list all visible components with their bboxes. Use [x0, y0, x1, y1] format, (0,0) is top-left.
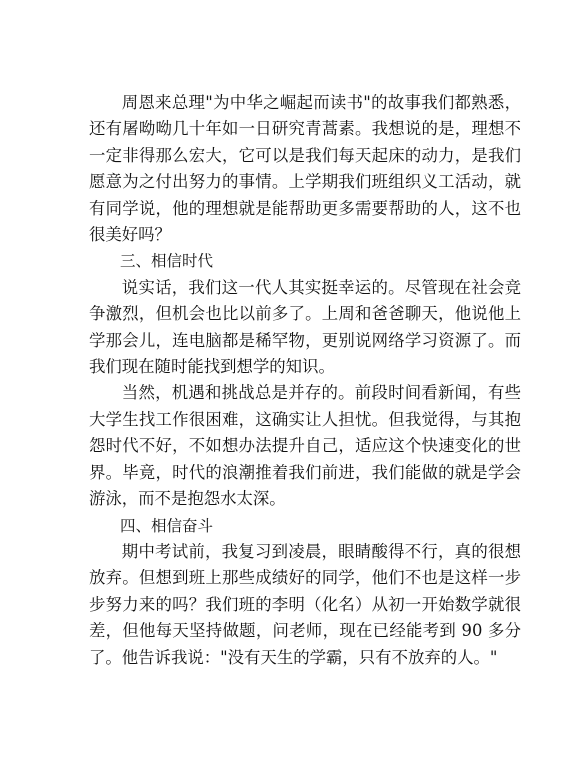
paragraph-exam-story: 期中考试前，我复习到凌晨，眼睛酸得不行，真的很想放弃。但想到班上那些成绩好的同学，他们不也是这样一步步努力来的吗？我们班的李明（化名）从初一开始数学就很差，但他每天坚持做题，问老师，现在已经能考到 90 多分了。他告诉我说："没有天生的学霸，只有不放弃的人。" — [89, 541, 521, 667]
paragraph-opportunity-challenge: 当然，机遇和挑战总是并存的。前段时间看新闻，有些大学生找工作很困难，这确实让人担忧。但我觉得，与其抱怨时代不好，不如想办法提升自己，适应这个快速变化的世界。毕竟，时代的浪潮推着我们前进，我们能做的就是学会游泳，而不是抱怨水太深。 — [89, 383, 521, 509]
paragraph-ideals: 周恩来总理"为中华之崛起而读书"的故事我们都熟悉，还有屠呦呦几十年如一日研究青蒿素。我想说的是，理想不一定非得那么宏大，它可以是我们每天起床的动力，是我们愿意为之付出努力的事情。上学期我们班组织义工活动，就有同学说，他的理想就是能帮助更多需要帮助的人，这不也很美好吗？ — [89, 93, 521, 245]
section-heading-believe-in-effort: 四、相信奋斗 — [120, 516, 214, 535]
section-heading-believe-in-era: 三、相信时代 — [120, 252, 214, 271]
document-body — [89, 90, 521, 671]
paragraph-lucky-generation: 说实话，我们这一代人其实挺幸运的。尽管现在社会竞争激烈，但机会也比以前多了。上周和爸爸聊天，他说他上学那会儿，连电脑都是稀罕物，更别说网络学习资源了。而我们现在随时能找到想学的知识。 — [89, 277, 521, 377]
